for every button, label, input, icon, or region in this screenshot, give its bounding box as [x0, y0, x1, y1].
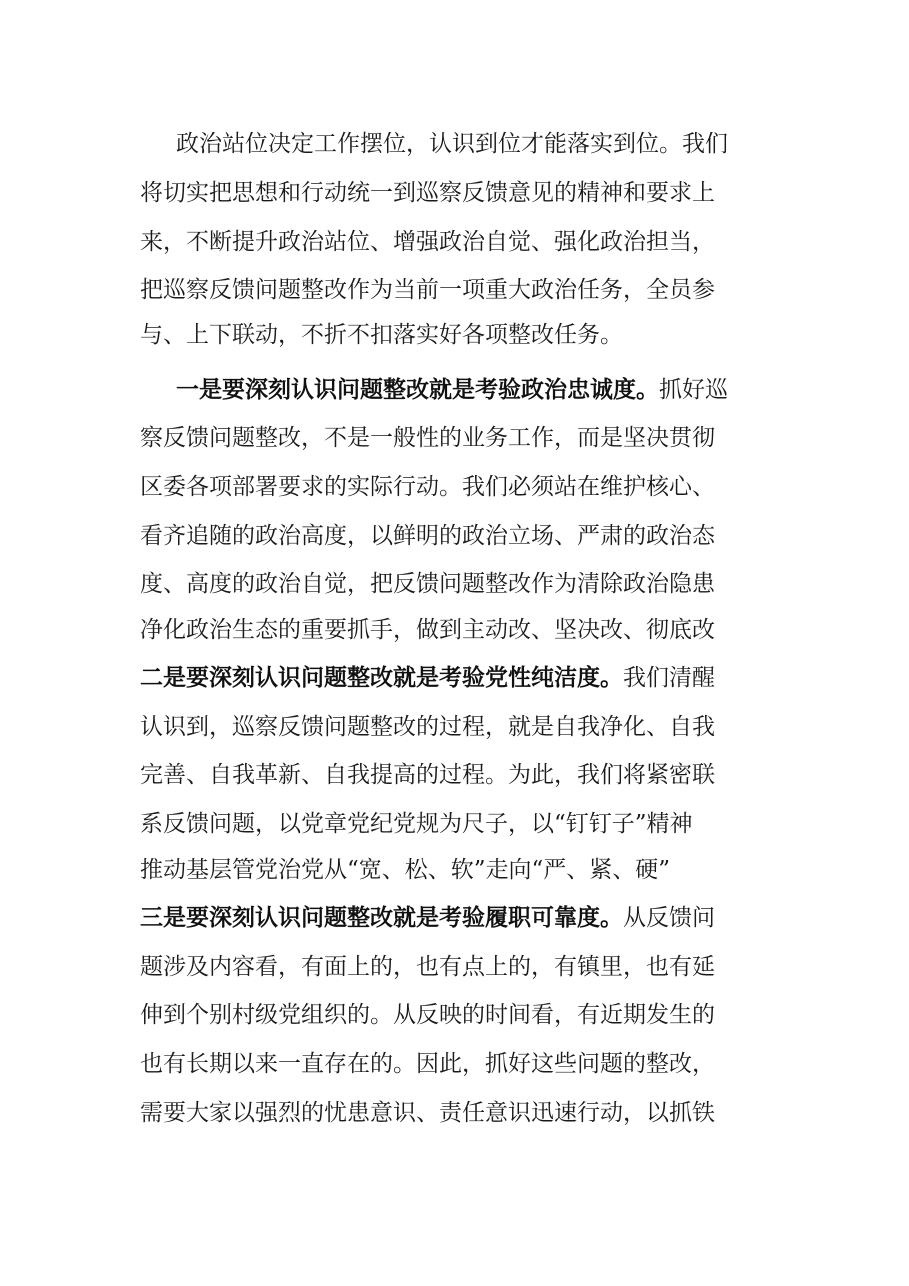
paragraph-1-line-4: 把巡察反馈问题整改作为当前一项重大政治任务，全员参	[140, 277, 715, 303]
paragraph-2-line-4: 看齐追随的政治高度，以鲜明的政治立场、严肃的政治态	[140, 523, 715, 549]
paragraph-3-first-line	[140, 660, 780, 696]
paragraph-3-line-4: 系反馈问题，以党章党纪党规为尺子，以“钉钉子”精神	[140, 811, 693, 837]
paragraph-2-line-3: 区委各项部署要求的实际行动。我们必须站在维护核心、	[140, 474, 715, 500]
paragraph-1-line-5: 与、上下联动，不折不扣落实好各项整改任务。	[140, 322, 623, 348]
paragraph-2-first-line	[176, 372, 780, 408]
paragraph-4-line-4: 也有长期以来一直存在的。因此，抓好这些问题的整改，	[140, 1051, 715, 1077]
paragraph-3-heading: 二是要深刻认识问题整改就是考验党性纯洁度。	[140, 664, 623, 691]
paragraph-3-lead-text: 我们清醒	[623, 665, 715, 691]
paragraph-3-line-3: 完善、自我革新、自我提高的过程。为此，我们将紧密联	[140, 762, 715, 788]
paragraph-1-line-1: 政治站位决定工作摆位，认识到位才能落实到位。我们	[176, 131, 728, 157]
paragraph-4-lead-text: 从反馈问	[623, 905, 715, 931]
paragraph-4-line-2: 题涉及内容看，有面上的，也有点上的，有镇里，也有延	[140, 954, 715, 980]
paragraph-4-first-line	[140, 900, 780, 936]
paragraph-1-line-2: 将切实把思想和行动统一到巡察反馈意见的精神和要求上	[140, 180, 715, 206]
paragraph-4-line-3: 伸到个别村级党组织的。从反映的时间看，有近期发生的	[140, 1002, 715, 1028]
paragraph-4-heading: 三是要深刻认识问题整改就是考验履职可靠度。	[140, 904, 623, 931]
paragraph-2-line-6: 净化政治生态的重要抓手，做到主动改、坚决改、彻底改	[140, 617, 715, 643]
paragraph-2-line-5: 度、高度的政治自觉，把反馈问题整改作为清除政治隐患	[140, 571, 715, 597]
paragraph-4-line-5: 需要大家以强烈的忧患意识、责任意识迅速行动，以抓铁	[140, 1100, 715, 1126]
paragraph-2-heading: 一是要深刻认识问题整改就是考验政治忠诚度。	[176, 376, 659, 403]
paragraph-3-line-2: 认识到，巡察反馈问题整改的过程，就是自我净化、自我	[140, 714, 715, 740]
paragraph-1-line-3: 来，不断提升政治站位、增强政治自觉、强化政治担当，	[140, 229, 715, 255]
paragraph-2-line-2: 察反馈问题整改，不是一般性的业务工作，而是坚决贯彻	[140, 425, 715, 451]
paragraph-3-line-5: 推动基层管党治党从“宽、松、软”走向“严、紧、硬”	[140, 857, 671, 883]
paragraph-2-lead-text: 抓好巡	[659, 377, 728, 403]
